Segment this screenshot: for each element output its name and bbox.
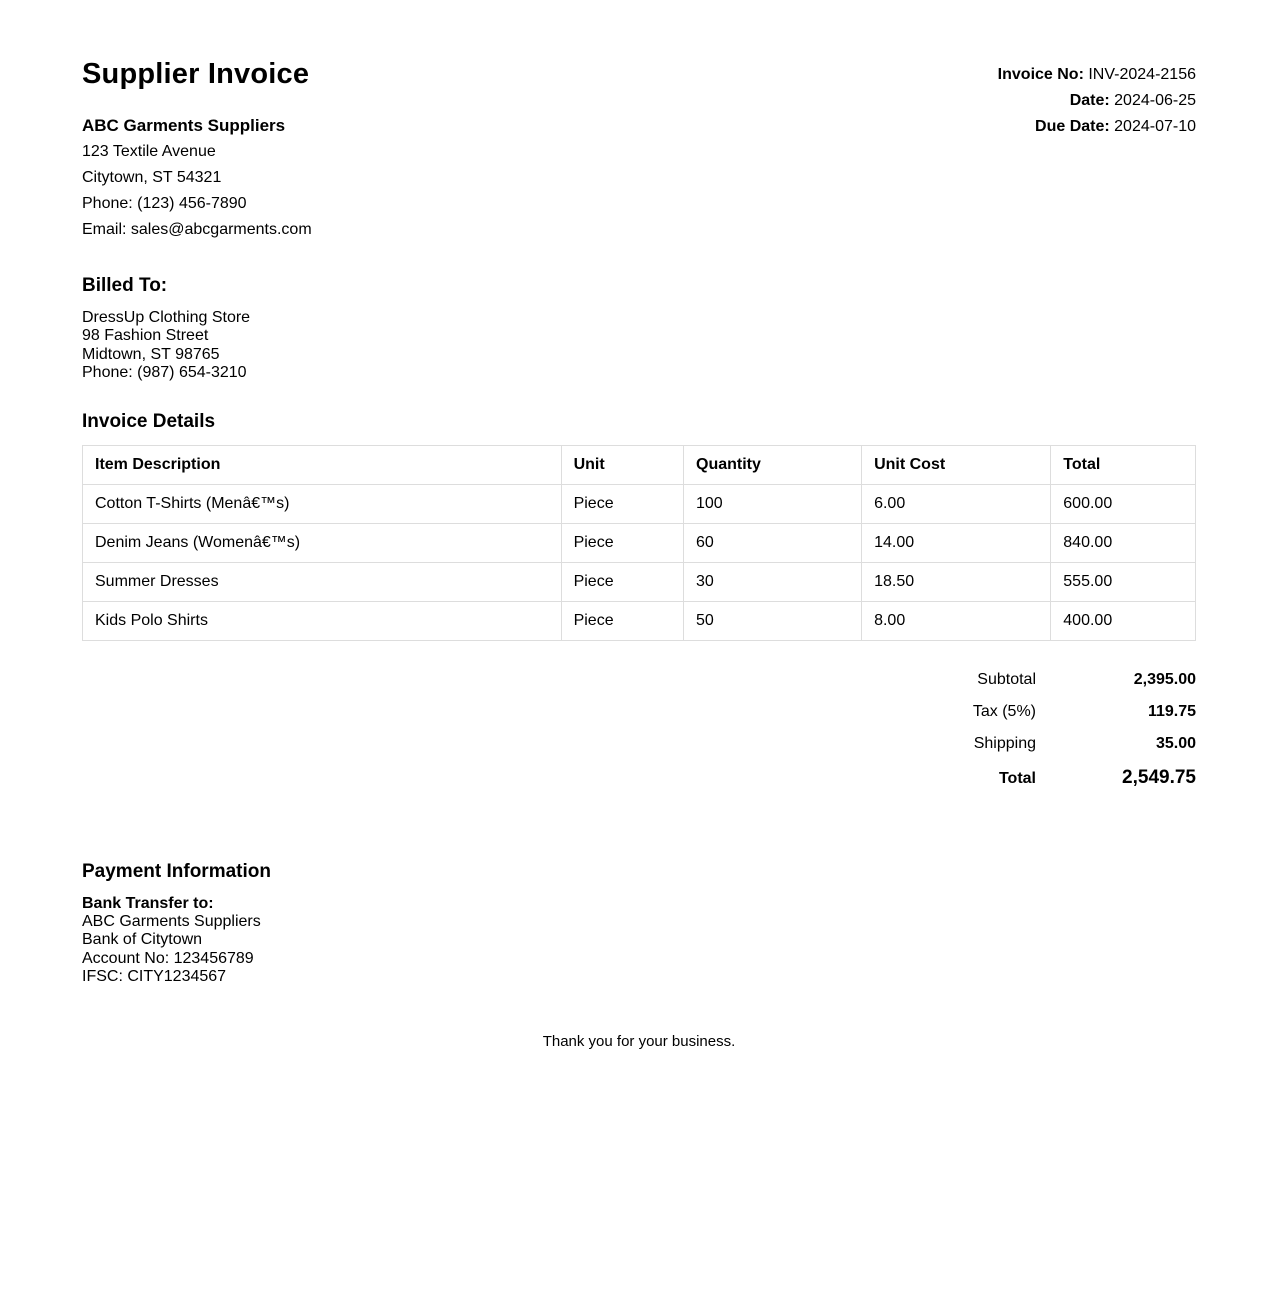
billed-to-details — [82, 309, 1196, 383]
supplier-address-line1: 123 Textile Avenue — [82, 143, 216, 160]
invoice-header — [82, 58, 1196, 243]
cell-item-description: Cotton T-Shirts (Menâ€™s) — [83, 484, 562, 523]
billed-to-heading: Billed To: — [82, 275, 168, 296]
payment-account-name: ABC Garments Suppliers — [82, 912, 261, 930]
supplier-phone: Phone: (123) 456-7890 — [82, 195, 247, 212]
cell-total: 400.00 — [1051, 601, 1196, 640]
grand-total-value: 2,549.75 — [1122, 766, 1196, 788]
invoice-number-label: Invoice No: — [997, 66, 1084, 83]
cell-unit: Piece — [561, 601, 683, 640]
invoice-details-heading: Invoice Details — [82, 410, 216, 432]
billed-to-name: DressUp Clothing Store — [82, 309, 251, 326]
grand-total-row — [82, 767, 1196, 789]
cell-total: 555.00 — [1051, 562, 1196, 601]
table-row — [83, 601, 1196, 640]
invoice-date-value: 2024-06-25 — [1114, 92, 1196, 109]
column-header-item-description: Item Description — [83, 445, 562, 484]
table-header-row — [83, 445, 1196, 484]
payment-account-number: Account No: 123456789 — [82, 949, 254, 967]
cell-quantity: 60 — [684, 523, 862, 562]
tax-value: 119.75 — [1147, 702, 1196, 720]
invoice-meta-block — [998, 58, 1196, 140]
invoice-due-date-row — [998, 114, 1196, 140]
invoice-number-row — [998, 62, 1196, 88]
tax-row — [82, 703, 1196, 721]
billed-to-section — [82, 275, 1196, 383]
column-header-quantity: Quantity — [684, 445, 862, 484]
subtotal-value: 2,395.00 — [1133, 670, 1196, 688]
cell-total: 600.00 — [1051, 484, 1196, 523]
totals-section — [82, 671, 1196, 789]
cell-quantity: 30 — [684, 562, 862, 601]
cell-unit: Piece — [561, 484, 683, 523]
cell-unit-cost: 8.00 — [862, 601, 1051, 640]
supplier-name: ABC Garments Suppliers — [82, 116, 286, 135]
supplier-email: Email: sales@abcgarments.com — [82, 221, 312, 238]
invoice-due-date-value: 2024-07-10 — [1114, 118, 1196, 135]
invoice-date-row — [998, 88, 1196, 114]
supplier-block — [82, 58, 312, 243]
cell-unit-cost: 14.00 — [862, 523, 1051, 562]
column-header-total: Total — [1051, 445, 1196, 484]
payment-section — [82, 861, 1196, 987]
supplier-address-line2: Citytown, ST 54321 — [82, 169, 222, 186]
column-header-unit-cost: Unit Cost — [862, 445, 1051, 484]
invoice-items-table — [82, 445, 1196, 641]
cell-unit-cost: 6.00 — [862, 484, 1051, 523]
cell-item-description: Denim Jeans (Womenâ€™s) — [83, 523, 562, 562]
bank-transfer-label: Bank Transfer to: — [82, 894, 214, 912]
subtotal-row — [82, 671, 1196, 689]
payment-bank-name: Bank of Citytown — [82, 931, 203, 949]
invoice-date-label: Date: — [1069, 92, 1110, 109]
tax-label: Tax (5%) — [972, 702, 1036, 720]
footer-note: Thank you for your business. — [542, 1032, 736, 1050]
billed-to-phone: Phone: (987) 654-3210 — [82, 364, 247, 382]
cell-quantity: 100 — [684, 484, 862, 523]
cell-unit: Piece — [561, 523, 683, 562]
grand-total-label: Total — [998, 769, 1036, 787]
table-row — [83, 562, 1196, 601]
subtotal-label: Subtotal — [977, 670, 1036, 688]
invoice-number-value: INV-2024-2156 — [1088, 66, 1196, 83]
billed-to-street: 98 Fashion Street — [82, 327, 209, 345]
cell-total: 840.00 — [1051, 523, 1196, 562]
cell-unit-cost: 18.50 — [862, 562, 1051, 601]
payment-heading: Payment Information — [82, 860, 271, 882]
payment-ifsc: IFSC: CITY1234567 — [82, 968, 227, 986]
cell-unit: Piece — [561, 562, 683, 601]
invoice-details-section — [82, 411, 1196, 641]
shipping-value: 35.00 — [1155, 734, 1196, 752]
invoice-due-date-label: Due Date: — [1035, 118, 1110, 135]
cell-quantity: 50 — [684, 601, 862, 640]
cell-item-description: Summer Dresses — [83, 562, 562, 601]
payment-details — [82, 913, 1196, 987]
table-row — [83, 484, 1196, 523]
cell-item-description: Kids Polo Shirts — [83, 601, 562, 640]
page-title: Supplier Invoice — [82, 58, 310, 90]
billed-to-city: Midtown, ST 98765 — [82, 345, 220, 363]
column-header-unit: Unit — [561, 445, 683, 484]
shipping-row — [82, 735, 1196, 753]
shipping-label: Shipping — [973, 734, 1036, 752]
table-row — [83, 523, 1196, 562]
